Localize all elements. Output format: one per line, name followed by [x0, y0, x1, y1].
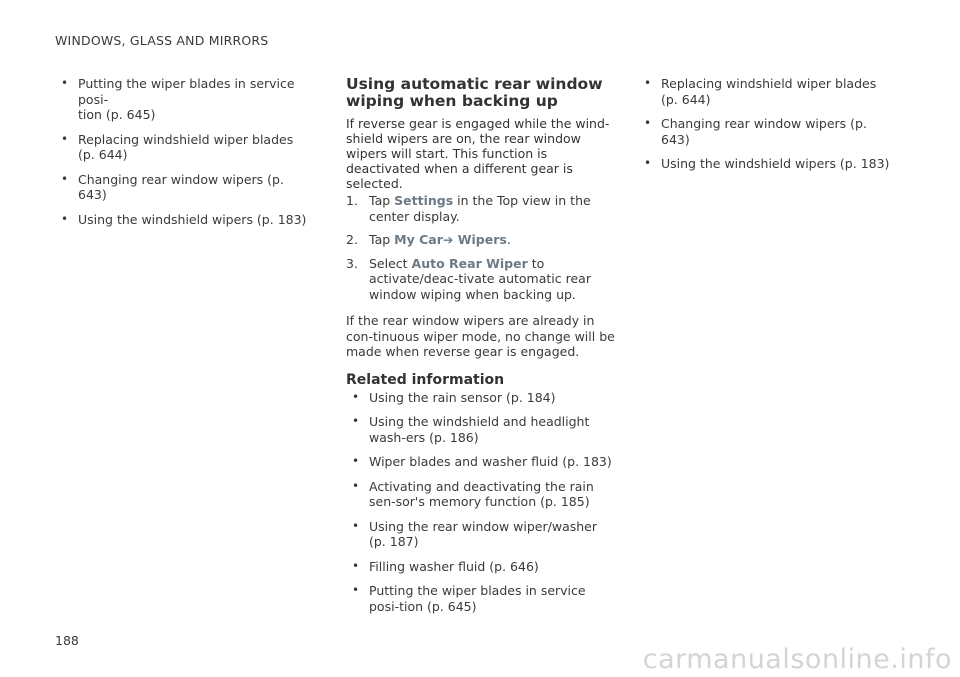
list-item-text: Putting the wiper blades in service posi- tion (p. 645) [78, 76, 295, 122]
list-item-text: Using the windshield and headlight wash-ers (p. 186) [369, 414, 590, 445]
list-item-text: Changing rear window wipers (p. 643) [661, 116, 867, 147]
watermark: carmanualsonline.info [642, 644, 952, 675]
step-number: 2. [346, 232, 358, 247]
step-item [346, 193, 616, 224]
list-item[interactable] [346, 390, 616, 406]
running-head: WINDOWS, GLASS AND MIRRORS [55, 33, 269, 48]
auto-rear-wiper-ui-label: Auto Rear Wiper [411, 255, 528, 271]
list-item[interactable] [55, 172, 310, 203]
list-item[interactable] [55, 212, 310, 228]
section-title: Using automatic rear window wiping when backing up [346, 75, 603, 110]
list-item[interactable] [346, 479, 616, 510]
list-item-text: Wiper blades and washer fluid (p. 183) [369, 454, 612, 469]
note-paragraph: If the rear window wipers are already in con-tinuous wiper mode, no change will be made when reverse gear is engaged. [346, 313, 615, 359]
step-text: . [506, 232, 511, 247]
page-number: 188 [55, 633, 79, 648]
list-item[interactable] [55, 132, 310, 163]
list-item[interactable] [638, 76, 898, 107]
step-number: 1. [346, 193, 358, 208]
steps-list [346, 193, 616, 302]
list-item-text: Using the rain sensor (p. 184) [369, 389, 556, 405]
settings-ui-label: Settings [394, 193, 454, 208]
related-information-heading: Related information [346, 371, 505, 388]
arrow-right-icon: ➔ [442, 232, 454, 247]
list-item-text: Using the rear window wiper/washer (p. 187) [369, 518, 597, 549]
step-text: in the Top view in the center display. [369, 193, 591, 224]
list-item-text: Replacing windshield wiper blades (p. 644) [661, 76, 877, 107]
list-item[interactable] [346, 583, 616, 614]
intro-paragraph: If reverse gear is engaged while the wind-shield wipers are on, the rear window wipers will start. This function is deactivated when a different gear is selected. [346, 116, 610, 191]
list-item-text: Replacing windshield wiper blades (p. 644) [78, 131, 294, 162]
left-column [55, 76, 310, 236]
step-number: 3. [346, 255, 358, 271]
step-text: Tap [369, 232, 395, 247]
step-text: Tap [369, 193, 395, 208]
main-column [346, 76, 616, 623]
wipers-ui-label: Wipers [453, 232, 507, 247]
list-item-text: Changing rear window wipers (p. 643) [78, 171, 284, 202]
list-item[interactable] [638, 116, 898, 147]
step-text: to activate/deac-tivate automatic rear window wiping when backing up. [369, 255, 591, 302]
list-item-text: Activating and deactivating the rain sen-sor's memory function (p. 185) [369, 478, 594, 509]
step-item [346, 232, 616, 248]
my-car-ui-label: My Car [394, 232, 443, 247]
list-item-text: Using the windshield wipers (p. 183) [78, 211, 307, 227]
related-information-list [346, 390, 616, 615]
step-item [346, 256, 616, 303]
list-item-text: Using the windshield wipers (p. 183) [661, 156, 890, 171]
list-item[interactable] [346, 414, 616, 445]
left-related-list [55, 76, 310, 227]
list-item[interactable] [638, 156, 898, 172]
list-item[interactable] [346, 559, 616, 575]
list-item-text: Putting the wiper blades in service posi-tion (p. 645) [369, 583, 586, 614]
list-item[interactable] [55, 76, 310, 123]
list-item[interactable] [346, 519, 616, 550]
step-text: Select [369, 255, 412, 271]
list-item-text: Filling washer fluid (p. 646) [369, 558, 539, 574]
right-column [638, 76, 898, 181]
right-related-list [638, 76, 898, 172]
list-item[interactable] [346, 454, 616, 470]
